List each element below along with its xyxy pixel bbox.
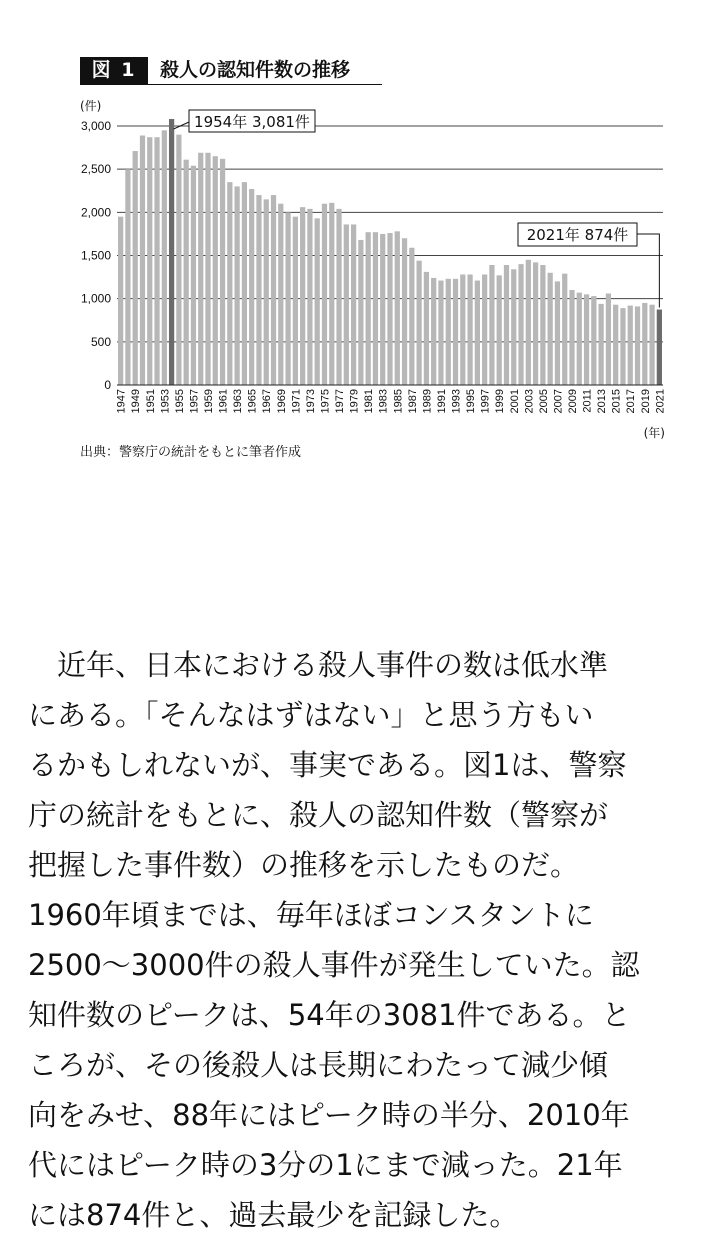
- bar-1949: [133, 151, 138, 385]
- bar-1972: [300, 207, 305, 385]
- x-tick-label: 1993: [450, 389, 463, 414]
- annotation-leader-2021: [637, 234, 659, 308]
- bar-2003: [526, 260, 531, 385]
- bar-2012: [591, 296, 596, 385]
- bar-1994: [460, 274, 465, 385]
- article-line: には874件と、過去最少を記録した。: [28, 1198, 519, 1232]
- x-tick-label: 1961: [217, 389, 230, 414]
- bar-2017: [628, 306, 633, 385]
- x-tick-label: 1947: [115, 389, 128, 414]
- x-tick-label: 2005: [537, 389, 550, 414]
- x-tick-label: 2013: [596, 389, 609, 414]
- x-tick-label: 2007: [552, 389, 565, 414]
- bar-2013: [599, 304, 604, 385]
- bar-1996: [475, 281, 480, 385]
- bar-2016: [620, 308, 625, 385]
- x-tick-label: 1999: [494, 389, 507, 414]
- bar-1947: [118, 217, 123, 385]
- x-tick-label: 2019: [639, 389, 652, 414]
- bar-1989: [424, 272, 429, 385]
- x-tick-label: 1989: [421, 389, 434, 414]
- bar-1973: [307, 209, 312, 385]
- chart-source: 出典：警察庁の統計をもとに筆者作成: [80, 445, 302, 460]
- bar-2008: [562, 274, 567, 385]
- bar-1990: [431, 278, 436, 385]
- x-tick-label: 1997: [479, 389, 492, 414]
- bar-1997: [482, 274, 487, 385]
- x-tick-label: 1969: [275, 389, 288, 414]
- bar-2000: [504, 265, 509, 385]
- x-tick-label: 1973: [304, 389, 317, 414]
- annotation-label-1954: 1954年 3,081件: [194, 113, 310, 131]
- x-tick-label: 1979: [348, 389, 361, 414]
- bar-2001: [511, 269, 516, 385]
- bar-2018: [635, 306, 640, 385]
- figure-number-tag: 図 1: [80, 57, 148, 84]
- bar-1964: [242, 182, 247, 385]
- bar-1986: [402, 238, 407, 385]
- bar-1959: [205, 153, 210, 385]
- bar-1962: [227, 182, 232, 385]
- x-tick-label: 2009: [567, 389, 579, 414]
- x-tick-label: 1981: [363, 389, 376, 414]
- article-line: 知件数のピークは、54年の3081件である。と: [28, 998, 631, 1032]
- x-tick-label: 2015: [610, 389, 623, 414]
- bar-1966: [256, 195, 261, 385]
- x-tick-label: 1971: [290, 389, 303, 414]
- x-tick-label: 2021: [654, 389, 667, 414]
- bar-1951: [147, 137, 152, 385]
- bar-1968: [271, 195, 276, 385]
- bar-2015: [613, 305, 618, 385]
- bar-1952: [154, 137, 159, 385]
- x-tick-label: 1955: [173, 389, 186, 414]
- article-line: 庁の統計をもとに、殺人の認知件数（警察が: [28, 798, 609, 832]
- x-tick-label: 1963: [232, 389, 245, 414]
- bar-1978: [344, 224, 349, 385]
- article-line: 2500〜3000件の殺人事件が発生していた。認: [28, 948, 640, 982]
- x-tick-label: 2003: [523, 389, 536, 414]
- bar-1985: [395, 231, 400, 385]
- x-tick-label: 1995: [465, 389, 478, 414]
- x-tick-label: 1957: [188, 389, 201, 414]
- bars: [118, 119, 662, 385]
- article-line: ころが、その後殺人は長期にわたって減少傾: [28, 1048, 609, 1082]
- x-tick-label: 1965: [246, 389, 259, 414]
- bar-1991: [438, 281, 443, 385]
- bar-2010: [577, 293, 582, 385]
- x-tick-label: 2017: [625, 389, 638, 414]
- bar-1974: [315, 218, 320, 385]
- figure: [0, 0, 720, 470]
- bar-1955: [176, 135, 181, 385]
- bar-1977: [336, 209, 341, 385]
- bar-1948: [125, 169, 130, 385]
- bar-1957: [191, 166, 196, 385]
- bar-1981: [366, 232, 371, 385]
- bar-1960: [213, 156, 218, 385]
- article-line: るかもしれないが、事実である。図1は、警察: [28, 748, 627, 782]
- bar-2014: [606, 293, 611, 385]
- bar-1980: [358, 240, 363, 385]
- bar-1963: [235, 186, 240, 385]
- bar-2011: [584, 294, 589, 385]
- bar-1969: [278, 204, 283, 385]
- bar-1987: [409, 248, 414, 385]
- bar-2004: [533, 262, 538, 385]
- bar-1992: [446, 279, 451, 385]
- bar-1983: [380, 234, 385, 385]
- bar-1958: [198, 153, 203, 385]
- bar-2005: [540, 265, 545, 385]
- bar-1967: [264, 199, 269, 385]
- article-line: 近年、日本における殺人事件の数は低水準: [28, 648, 609, 682]
- y-tick-label: 2,500: [80, 162, 111, 177]
- bar-1953: [162, 130, 167, 385]
- x-tick-label: 2001: [508, 389, 521, 414]
- bar-1954: [169, 119, 174, 385]
- x-tick-label: 1949: [130, 389, 143, 414]
- x-tick-label: 1959: [203, 389, 215, 414]
- article-line: 代にはピーク時の3分の1にまで減った。21年: [28, 1148, 623, 1182]
- bar-2021: [657, 310, 662, 385]
- x-axis-label: (年): [643, 426, 665, 440]
- x-tick-label: 2011: [581, 389, 594, 413]
- bar-1982: [373, 232, 378, 385]
- bar-1993: [453, 279, 458, 385]
- bar-1950: [140, 136, 145, 386]
- bar-2020: [649, 305, 654, 385]
- article-line: 把握した事件数）の推移を示したものだ。: [28, 848, 580, 882]
- article-line: 1960年頃までは、毎年ほぼコンスタントに: [28, 898, 594, 932]
- y-tick-label: 2,000: [80, 205, 111, 220]
- y-tick-label: 500: [90, 334, 111, 349]
- article-line: にある。「そんなはずはない」と思う方もい: [28, 698, 594, 732]
- bar-1965: [249, 189, 254, 385]
- bar-1988: [417, 261, 422, 385]
- x-tick-label: 1953: [159, 389, 172, 414]
- x-tick-label: 1991: [435, 389, 448, 414]
- y-tick-label: 1,000: [80, 291, 111, 306]
- x-tick-label: 1983: [377, 389, 390, 414]
- x-tick-label: 1977: [334, 389, 347, 414]
- bar-1971: [293, 217, 298, 385]
- y-tick-label: 0: [104, 378, 111, 392]
- bar-2002: [518, 264, 523, 385]
- bar-1976: [329, 203, 334, 385]
- x-tick-label: 1985: [392, 389, 405, 414]
- x-tick-label: 1967: [261, 389, 274, 414]
- bar-1984: [387, 233, 392, 385]
- bar-1975: [322, 204, 327, 385]
- article-body: [28, 640, 692, 1240]
- figure-title: 殺人の認知件数の推移: [160, 59, 351, 81]
- bar-2019: [642, 303, 647, 385]
- bar-1979: [351, 224, 356, 385]
- article-line: 向をみせ、88年にはピーク時の半分、2010年: [28, 1098, 630, 1132]
- y-tick-label: 1,500: [80, 248, 111, 263]
- bar-1998: [489, 265, 494, 385]
- y-axis-label: (件): [80, 99, 102, 113]
- bar-chart: [0, 0, 720, 470]
- y-tick-label: 3,000: [80, 119, 111, 133]
- bar-1956: [184, 160, 189, 385]
- x-tick-label: 1951: [144, 389, 157, 414]
- bar-1961: [220, 159, 225, 385]
- bar-2009: [569, 290, 574, 385]
- bar-1999: [497, 275, 502, 385]
- x-tick-label: 1975: [319, 389, 332, 414]
- bar-1970: [285, 212, 290, 385]
- bar-2007: [555, 281, 560, 385]
- annotation-label-2021: 2021年 874件: [526, 226, 629, 244]
- bar-2006: [548, 273, 553, 385]
- bar-1995: [467, 274, 472, 385]
- x-tick-label: 1987: [406, 389, 419, 414]
